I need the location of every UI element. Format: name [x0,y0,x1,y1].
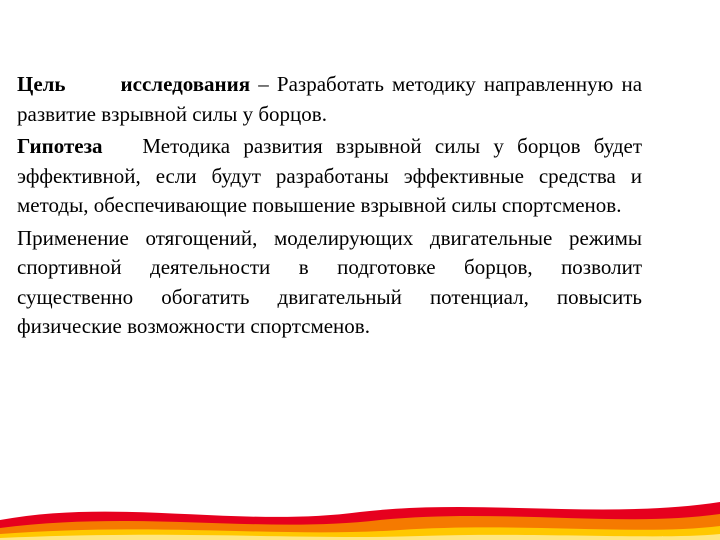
goal-keyword-word2: исследования [120,72,251,96]
hypothesis-keyword: Гипотеза [17,134,103,158]
hypothesis-text: Методика развития взрывной силы у борцов будет эффективной, если будут разработаны эффективные средства и методы, обеспечивающие повышение взрывной силы спортсменов. [17,134,643,217]
bottom-decoration [0,490,720,540]
slide-body [17,70,642,345]
goal-keyword-word1: Цель [17,72,66,96]
application-paragraph [17,224,642,342]
hypothesis-paragraph [17,132,642,221]
research-goal-paragraph [17,70,642,129]
goal-dash: – [258,72,269,96]
application-text: Применение отягощений, моделирующих двигательные режимы спортивной деятельности в подготовке борцов, позволит существенно обогатить двигательный потенциал, повысить физические возможности спортсменов. [17,225,642,338]
goal-text: Разработать методику направленную на развитие взрывной силы у борцов. [17,72,643,126]
